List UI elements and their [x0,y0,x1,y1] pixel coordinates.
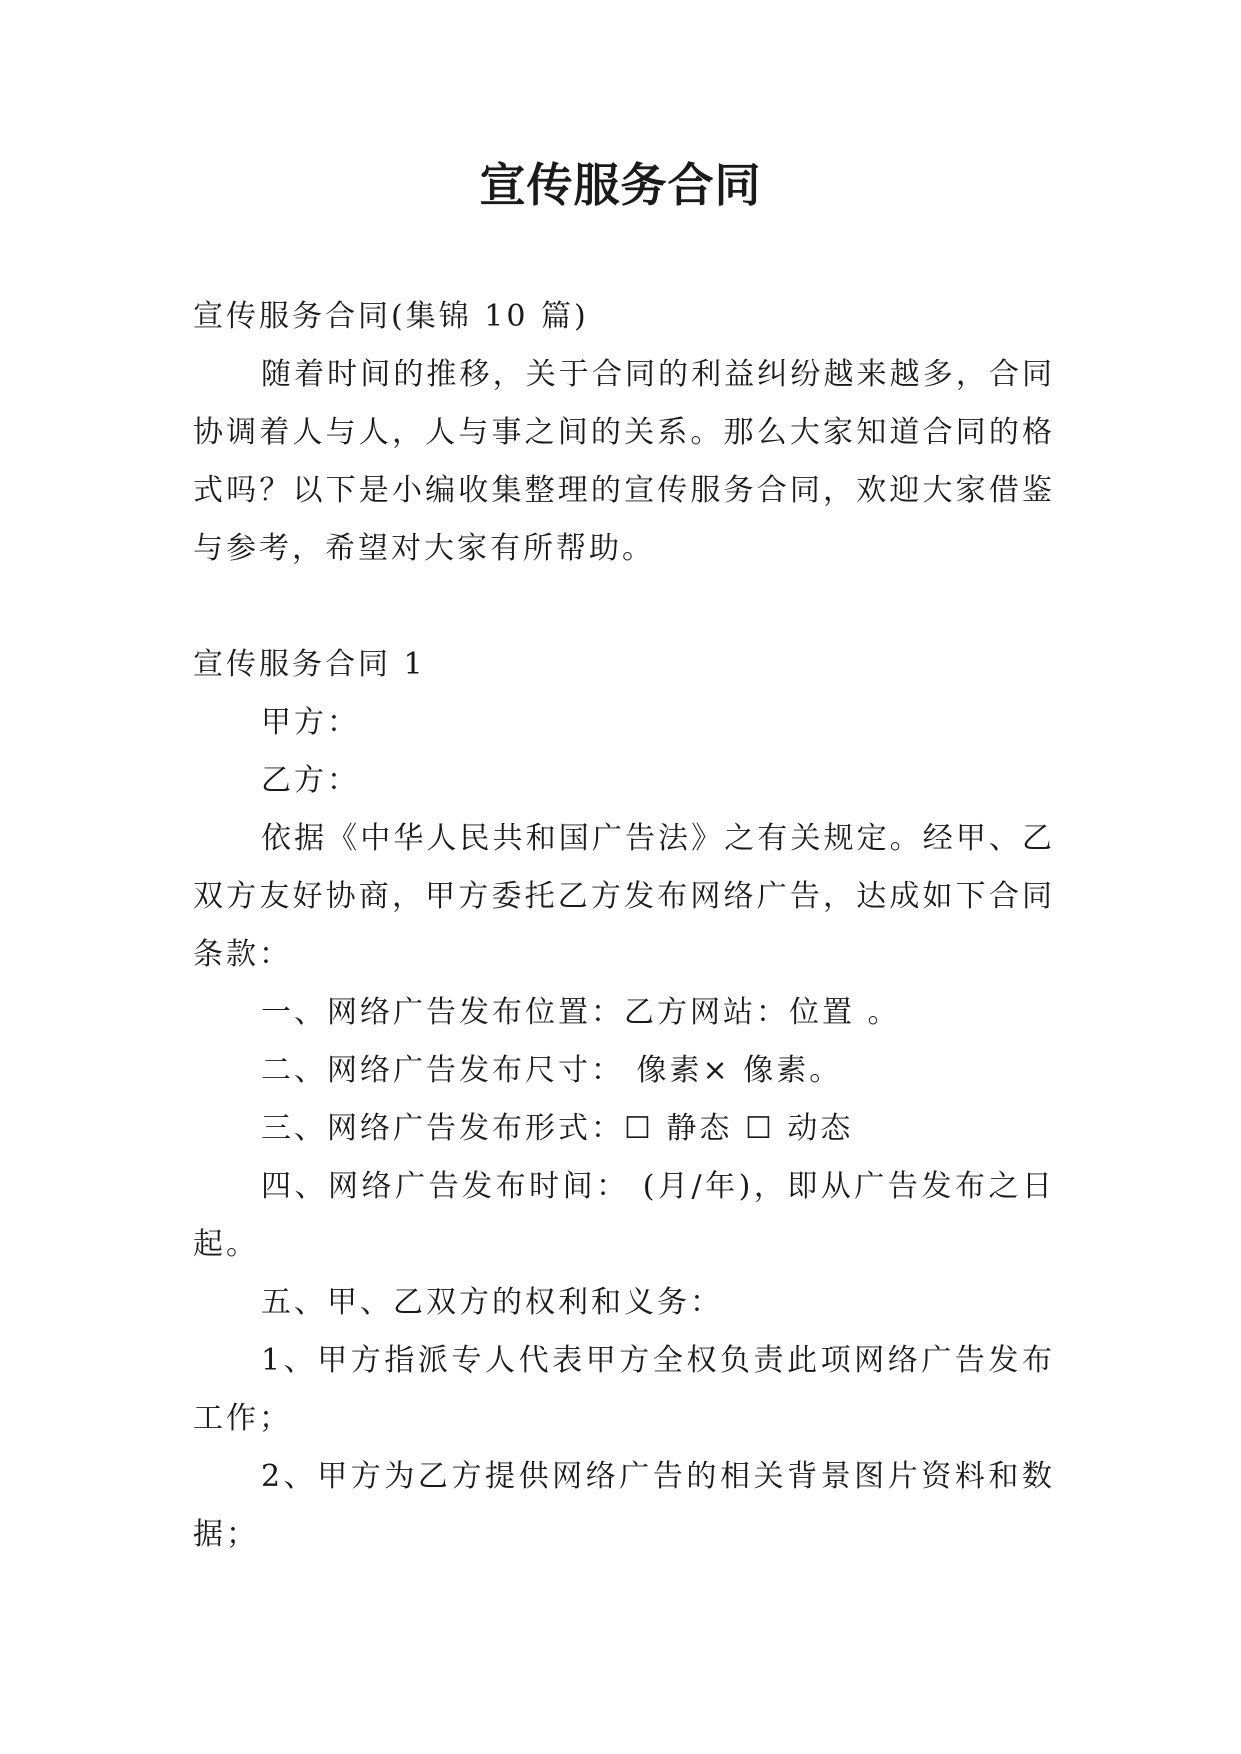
party-b-line: 乙方： [261,763,360,798]
clause-5: 五、甲、乙双方的权利和义务： [261,1285,723,1320]
preamble-paragraph: 依据《中华人民共和国广告法》之有关规定。经甲、乙双方友好协商，甲方委托乙方发布网络广告，达成如下合同条款： [193,821,1055,972]
clause-3: 三、网络广告发布形式：☐ 静态 ☐ 动态 [261,1111,854,1146]
intro-paragraph: 随着时间的推移，关于合同的利益纠纷越来越多，合同协调着人与人，人与事之间的关系。那么大家知道合同的格式吗？以下是小编收集整理的宣传服务合同，欢迎大家借鉴与参考，希望对大家有所帮助。 [193,357,1055,566]
document-body [193,288,1055,1564]
obligation-item-1: 1、甲方指派专人代表甲方全权负责此项网络广告发布工作； [193,1343,1055,1436]
party-a-line: 甲方： [261,705,360,740]
document-title: 宣传服务合同 [479,158,762,212]
collection-subtitle: 宣传服务合同(集锦 10 篇) [193,299,589,334]
clause-2: 二、网络广告发布尺寸： 像素× 像素。 [261,1053,843,1088]
clause-1: 一、网络广告发布位置：乙方网站：位置 。 [261,995,901,1030]
obligation-item-2: 2、甲方为乙方提供网络广告的相关背景图片资料和数据； [193,1459,1055,1552]
section-heading: 宣传服务合同 1 [193,647,426,682]
clause-4: 四、网络广告发布时间： (月/年)，即从广告发布之日起。 [193,1169,1055,1262]
